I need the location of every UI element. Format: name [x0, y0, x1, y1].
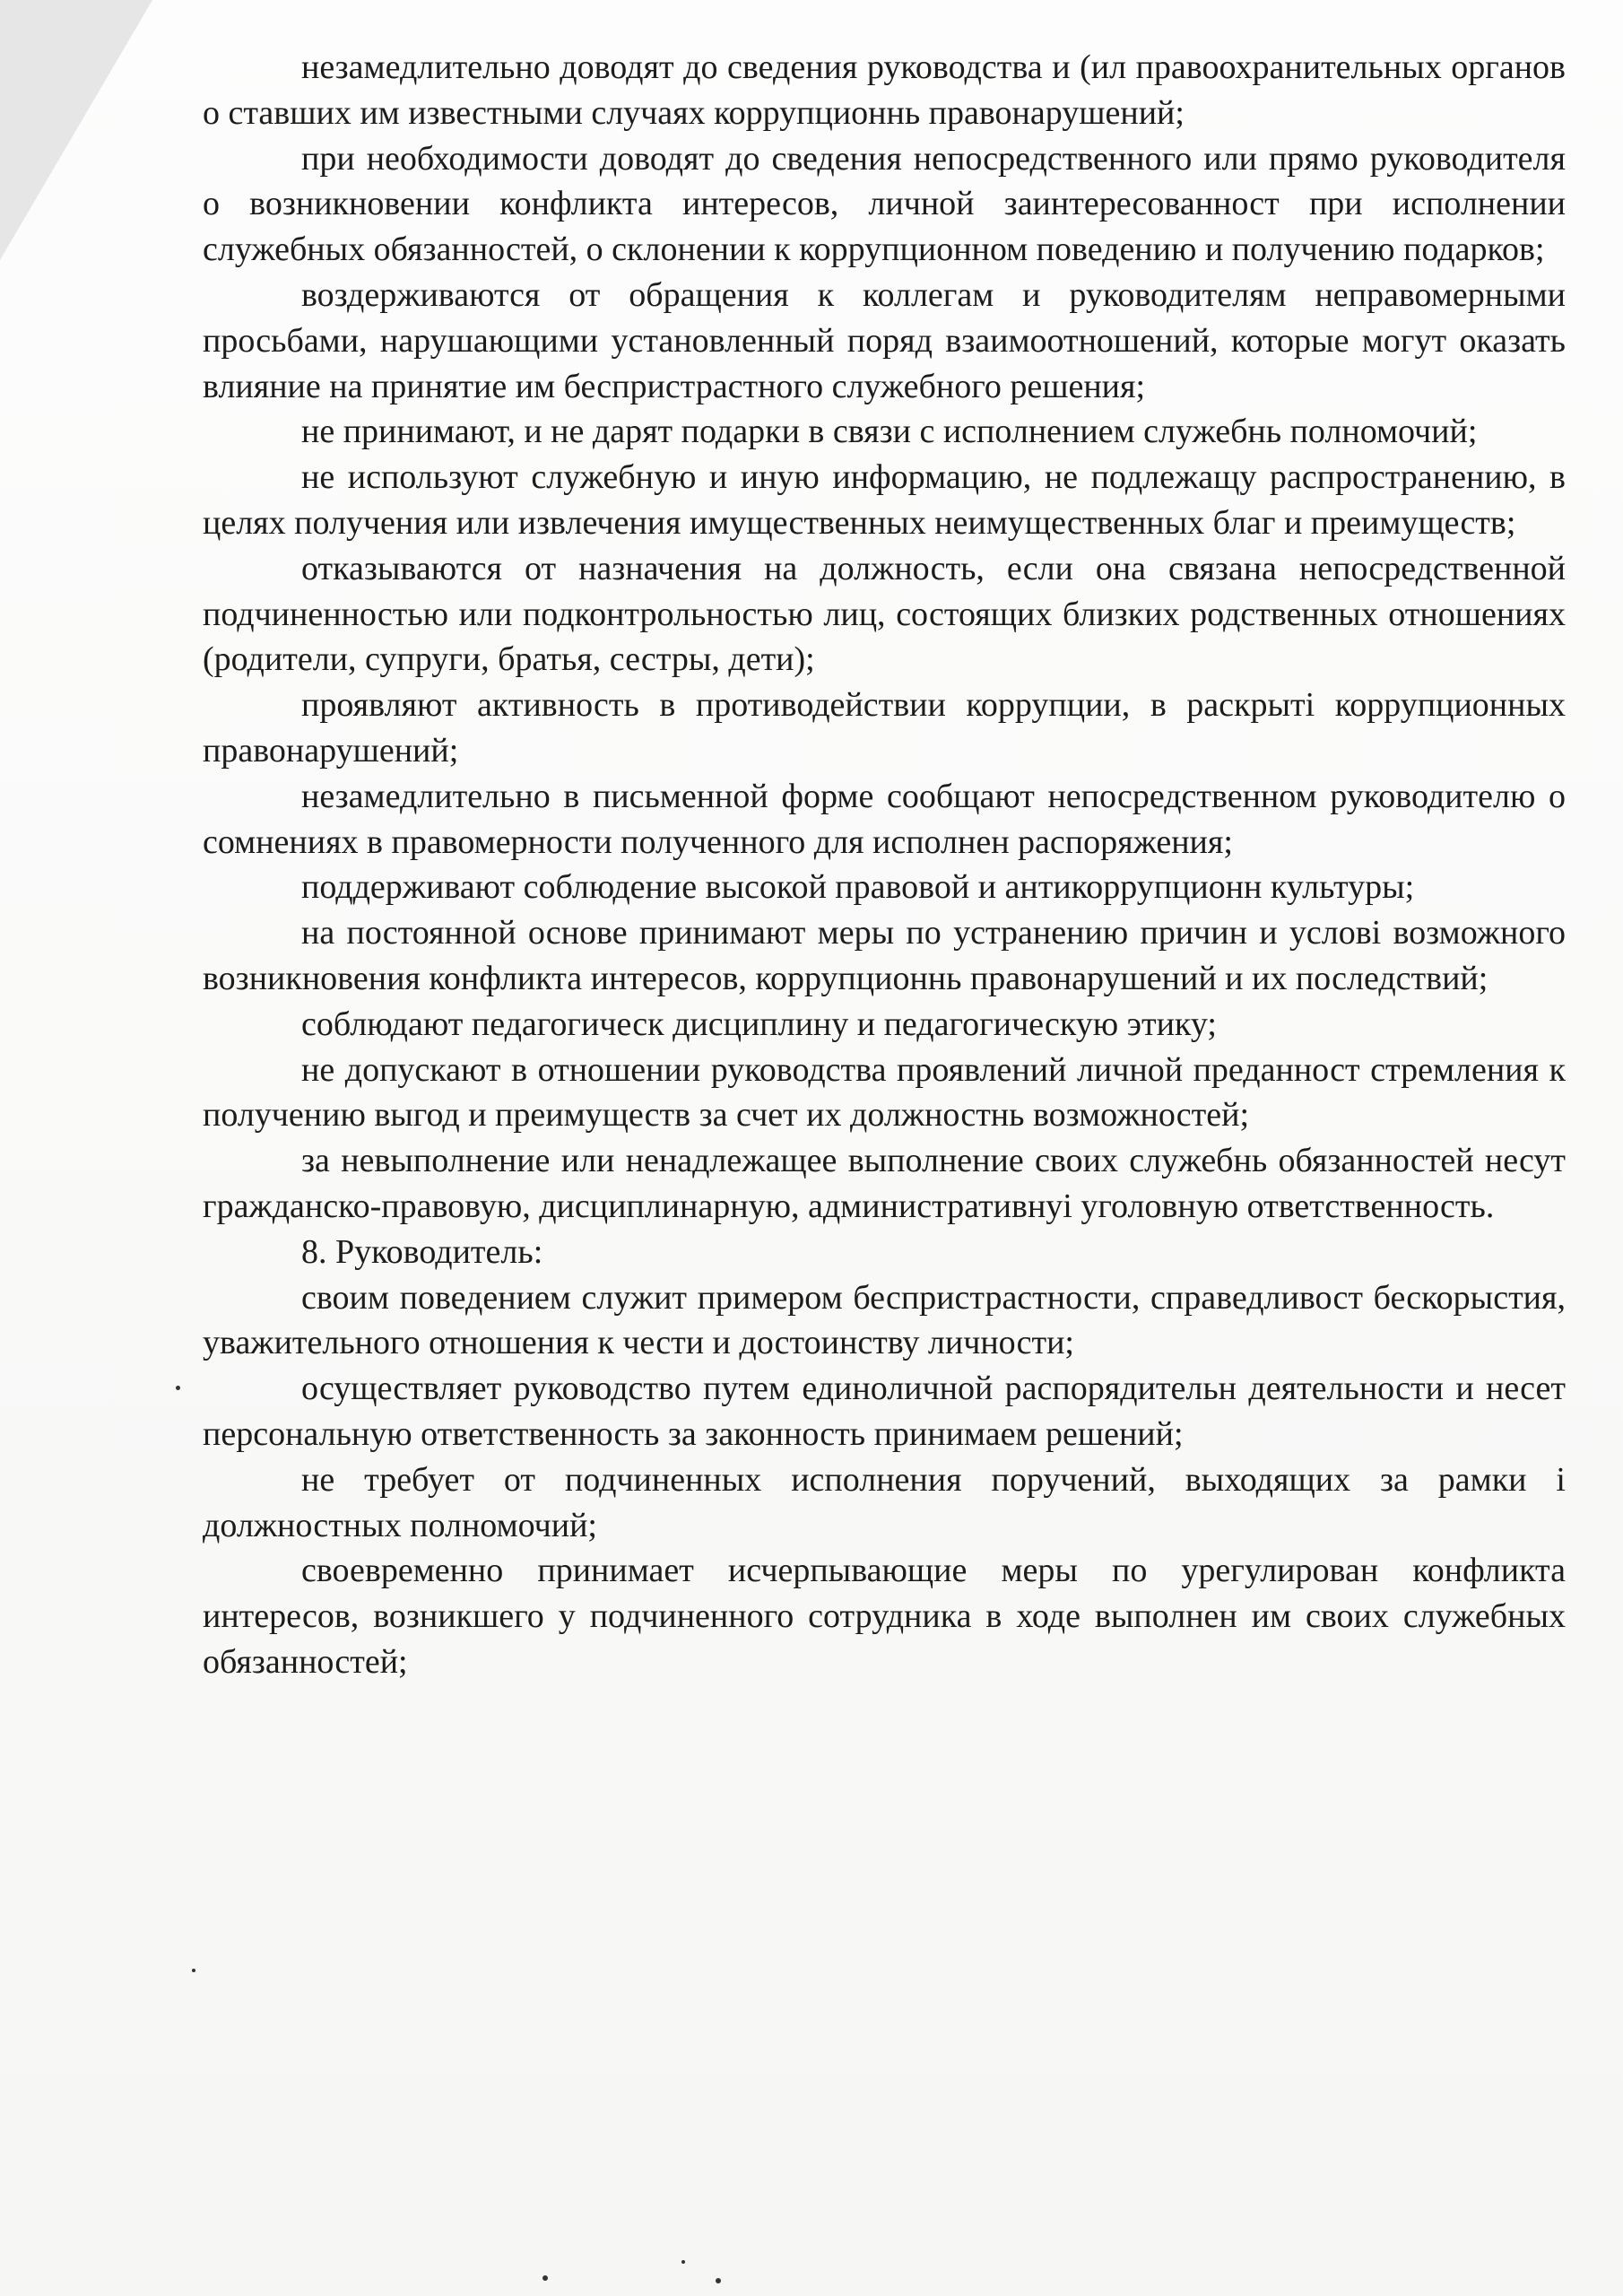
- folded-corner-shadow: [0, 0, 152, 260]
- section-heading: 8. Руководитель:: [301, 1232, 543, 1271]
- scan-speck: [716, 2278, 721, 2283]
- paragraph: осуществляет руководство путем единоличной распорядительн деятельности и несет персональную ответственность за законность принимаем решений;: [203, 1370, 1566, 1453]
- paragraph: при необходимости доводят до сведения непосредственного или прямо руководителя о возникновении конфликта интересов, личной заинтересованност при исполнении служебных обязанностей, о склонении к коррупционном поведению и получению подарков;: [203, 139, 1566, 269]
- scan-speck: [176, 1386, 180, 1390]
- paragraph: своим поведением служит примером беспристрастности, справедливост бескорыстия, уважительного отношения к чести и достоинству личности;: [203, 1278, 1566, 1362]
- paragraph: не используют служебную и иную информацию, не подлежащу распространению, в целях получения или извлечения имущественных неимущественных благ и преимуществ;: [203, 458, 1566, 542]
- scan-speck: [681, 2260, 685, 2264]
- paragraph: на постоянной основе принимают меры по устранению причин и услові возможного возникновения конфликта интересов, коррупционнь правонарушений и их последствий;: [203, 914, 1566, 997]
- paragraph: поддерживают соблюдение высокой правовой и антикоррупционн культуры;: [301, 868, 1415, 907]
- scan-speck: [192, 1969, 195, 1972]
- paragraph: проявляют активность в противодействии коррупции, в раскрыті коррупционных правонарушений;: [203, 686, 1566, 770]
- paragraph: своевременно принимает исчерпывающие меры по урегулирован конфликта интересов, возникшего у подчиненного сотрудника в ходе выполнен им своих служебных обязанностей;: [203, 1552, 1566, 1681]
- document-body: [203, 45, 1566, 1685]
- paragraph: незамедлительно в письменной форме сообщают непосредственном руководителю о сомнениях в правомерности полученного для исполнен распоряжения;: [203, 777, 1566, 861]
- paragraph: не допускают в отношении руководства проявлений личной преданност стремления к получению выгод и преимуществ за счет их должностнь возможностей;: [203, 1050, 1566, 1135]
- paragraph: воздерживаются от обращения к коллегам и руководителям неправомерными просьбами, нарушающими установленный поряд взаимоотношений, которые могут оказать влияние на принятие им беспристрастного служебного решения;: [203, 275, 1566, 405]
- paragraph: за невыполнение или ненадлежащее выполнение своих служебнь обязанностей несут гражданско-правовую, дисциплинарную, административнуі уголовную ответственность.: [203, 1142, 1566, 1225]
- paragraph: не принимают, и не дарят подарки в связи с исполнением служебнь полномочий;: [301, 413, 1478, 451]
- paragraph: не требует от подчиненных исполнения поручений, выходящих за рамки і должностных полномочий;: [203, 1460, 1566, 1544]
- paragraph: незамедлительно доводят до сведения руководства и (ил правоохранительных органов о ставших им известными случаях коррупционнь правонарушений;: [203, 48, 1566, 132]
- paragraph: соблюдают педагогическ дисциплину и педагогическую этику;: [301, 1004, 1217, 1043]
- paragraph: отказываются от назначения на должность, если она связана непосредственной подчиненностью или подконтрольностью лиц, состоящих близких родственных отношениях (родители, супруги, братья, сестры, дети);: [203, 549, 1566, 679]
- scan-speck: [542, 2275, 548, 2281]
